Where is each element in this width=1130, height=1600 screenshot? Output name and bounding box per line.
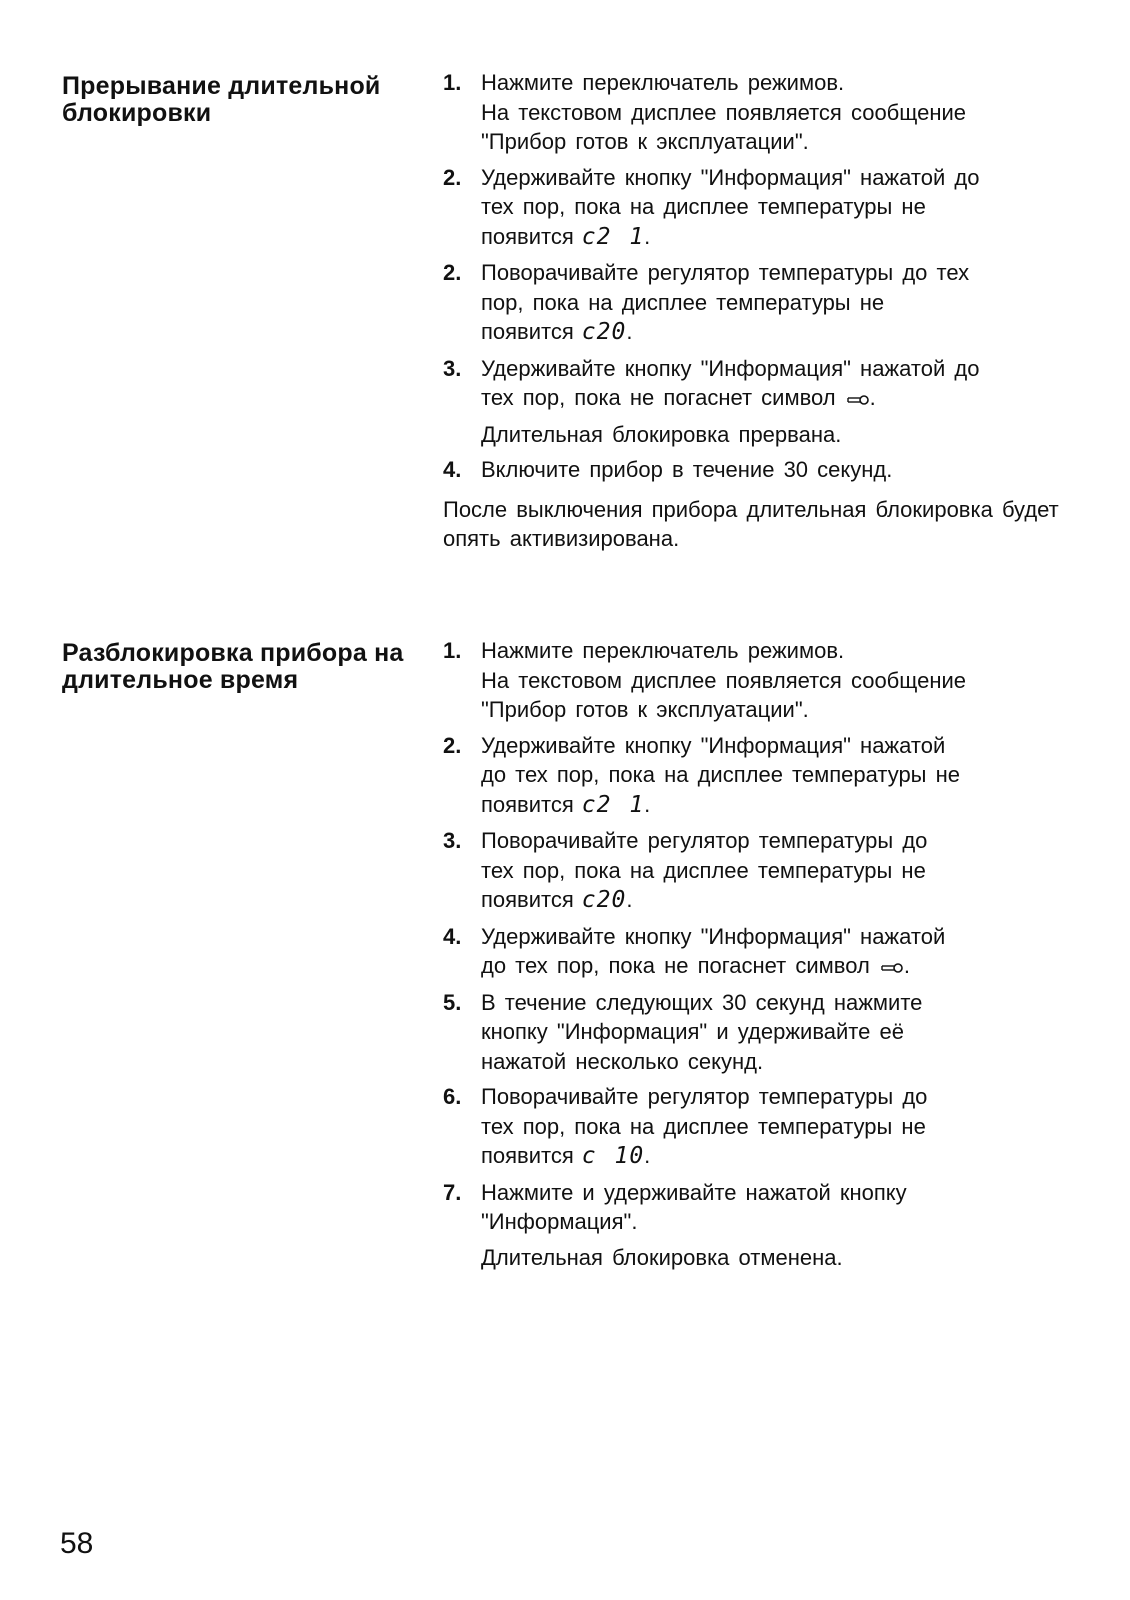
step-number: 2. (443, 732, 462, 758)
step-text-part: появится (481, 223, 574, 249)
step-text: "Прибор готов к эксплуатации". (481, 129, 809, 154)
step-text: появится c20. (481, 885, 1073, 916)
step (443, 455, 1073, 485)
step-text: Нажмите и удерживайте нажатой кнопку (481, 1179, 907, 1205)
step-note: Длительная блокировка отменена. (481, 1244, 843, 1270)
step-note: Длительная блокировка прервана. (481, 421, 842, 447)
step-text: На текстовом дисплее появляется сообщение (481, 667, 967, 693)
step (443, 1082, 1073, 1172)
step-text: кнопку "Информация" и удерживайте её (481, 1019, 904, 1045)
step (443, 826, 1073, 916)
step-number: 2. (443, 260, 462, 285)
step-number: 4. (443, 457, 462, 483)
step-text: Поворачивайте регулятор температуры до (481, 828, 928, 853)
after-note: После выключения прибора длительная блокировка будет опять активизирована. (443, 496, 1059, 552)
step-text-part: до тех пор, пока не погаснет символ (481, 953, 870, 978)
step-number: 4. (443, 923, 462, 949)
step-text: до тех пор, пока на дисплее температуры не (481, 762, 960, 787)
step-text-part: появится (481, 887, 574, 912)
step-number: 1. (443, 70, 462, 95)
step-text-part: появится (481, 319, 574, 344)
step-text: Удерживайте кнопку "Информация" нажатой (481, 732, 946, 758)
display-code: c 10 (581, 1143, 645, 1170)
step-text: На текстовом дисплее появляется сообщение (481, 99, 967, 125)
step-text: Удерживайте кнопку "Информация" нажатой до (481, 164, 980, 190)
step (443, 1178, 1073, 1273)
step-text: "Прибор готов к эксплуатации". (481, 697, 809, 722)
section-heading: Разблокировка прибора на длительное время (62, 639, 404, 694)
step-text-part: появится (481, 791, 574, 817)
step-text-part: появится (481, 1143, 574, 1169)
display-code: c2 1 (581, 791, 645, 818)
steps-list (443, 68, 1073, 554)
step-text: тех пор, пока на дисплее температуры не (481, 1113, 926, 1139)
step-text: до тех пор, пока не погаснет символ . (481, 951, 1073, 982)
step-text: появится c2 1. (481, 790, 1073, 821)
step-text: тех пор, пока на дисплее температуры не (481, 194, 926, 219)
step-text: Поворачивайте регулятор температуры до (481, 1084, 928, 1110)
step-text: появится c20. (481, 317, 1073, 348)
step-number: 2. (443, 164, 462, 190)
step-text: Включите прибор в течение 30 секунд. (481, 457, 893, 483)
step-text: появится c2 1. (481, 222, 1073, 253)
step-text: "Информация". (481, 1209, 638, 1235)
step-text: Удерживайте кнопку "Информация" нажатой до (481, 355, 980, 381)
step (443, 354, 1073, 450)
page-number: 58 (60, 1527, 94, 1560)
step-text-part: тех пор, пока не погаснет символ (481, 385, 836, 410)
step-text: нажатой несколько секунд. (481, 1048, 764, 1074)
step (443, 258, 1073, 348)
step (443, 988, 1073, 1077)
step-text: Поворачивайте регулятор температуры до тех (481, 260, 970, 285)
step-text: появится c 10. (481, 1141, 1073, 1172)
key-icon (846, 384, 870, 414)
display-code: c20 (581, 319, 627, 345)
step-text: тех пор, пока не погаснет символ . (481, 383, 1073, 414)
step (443, 731, 1073, 821)
step (443, 68, 1073, 157)
display-code: c20 (581, 887, 627, 913)
step-text: В течение следующих 30 секунд нажмите (481, 989, 923, 1015)
step-text: пор, пока на дисплее температуры не (481, 289, 885, 315)
step-number: 3. (443, 828, 462, 853)
step-number: 1. (443, 638, 462, 663)
step (443, 636, 1073, 725)
step-text: Нажмите переключатель режимов. (481, 638, 845, 663)
section-heading: Прерывание длительной блокировки (62, 72, 381, 127)
step-number: 5. (443, 989, 462, 1015)
step-number: 6. (443, 1084, 462, 1110)
step (443, 922, 1073, 982)
steps-list (443, 636, 1073, 1278)
display-code: c2 1 (581, 223, 645, 250)
step-text: тех пор, пока на дисплее температуры не (481, 857, 926, 883)
step-number: 7. (443, 1179, 462, 1205)
step-number: 3. (443, 355, 462, 381)
step-text: Нажмите переключатель режимов. (481, 70, 845, 95)
key-icon (880, 952, 904, 982)
step-text: Удерживайте кнопку "Информация" нажатой (481, 923, 946, 949)
step (443, 163, 1073, 253)
